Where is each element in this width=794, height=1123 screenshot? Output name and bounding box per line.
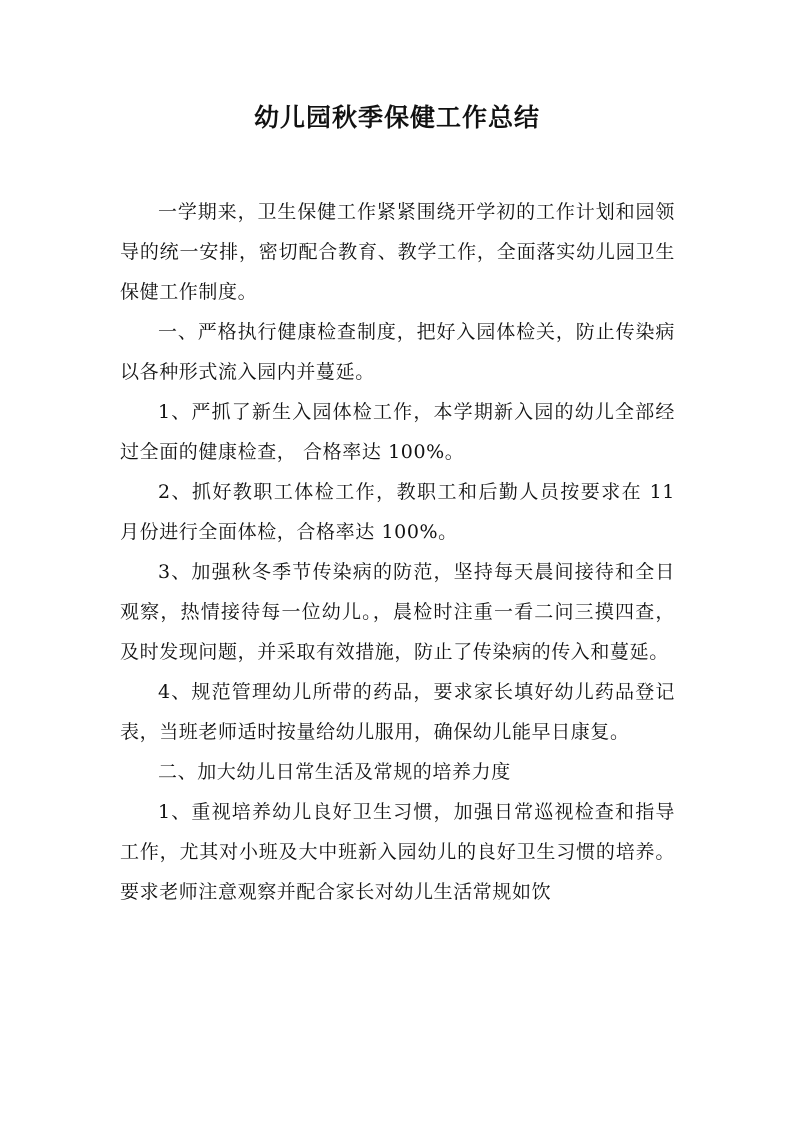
document-body xyxy=(120,192,675,912)
paragraph-item-1-1: 1、严抓了新生入园体检工作，本学期新入园的幼儿全部经过全面的健康检查， 合格率达 100%。 xyxy=(120,401,675,463)
paragraph-item-1-2: 2、抓好教职工体检工作，教职工和后勤人员按要求在 11 月份进行全面体检，合格率达 100%。 xyxy=(120,481,675,543)
paragraph-section-2-heading: 二、加大幼儿日常生活及常规的培养力度 xyxy=(158,761,511,783)
paragraph-section-1-heading: 一、严格执行健康检查制度，把好入园体检关，防止传染病以各种形式流入园内并蔓延。 xyxy=(120,321,675,383)
paragraph-intro: 一学期来，卫生保健工作紧紧围绕开学初的工作计划和园领导的统一安排，密切配合教育、教学工作，全面落实幼儿园卫生保健工作制度。 xyxy=(120,201,675,303)
paragraph-item-1-4: 4、规范管理幼儿所带的药品，要求家长填好幼儿药品登记表，当班老师适时按量给幼儿服用，确保幼儿能早日康复。 xyxy=(120,681,675,743)
paragraph-item-2-1: 1、重视培养幼儿良好卫生习惯，加强日常巡视检查和指导工作，尤其对小班及大中班新入园幼儿的良好卫生习惯的培养。要求老师注意观察并配合家长对幼儿生活常规如饮 xyxy=(120,801,675,903)
document-title: 幼儿园秋季保健工作总结 xyxy=(253,103,540,132)
paragraph-item-1-3: 3、加强秋冬季节传染病的防范，坚持每天晨间接待和全日观察，热情接待每一位幼儿。，晨检时注重一看二问三摸四查，及时发现问题，并采取有效措施，防止了传染病的传入和蔓延。 xyxy=(120,561,675,663)
